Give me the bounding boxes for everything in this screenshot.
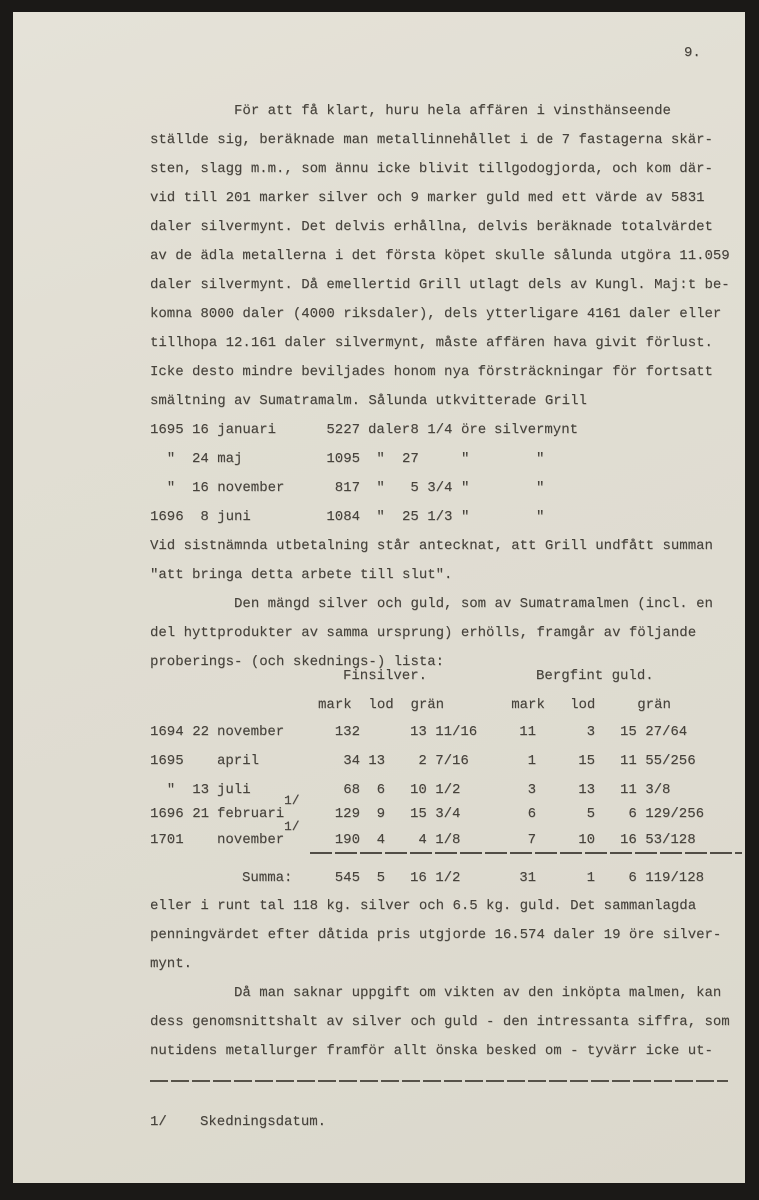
silver-mark: 190 — [334, 832, 360, 848]
payment-date: 16 januari — [192, 422, 277, 438]
assay-header-silver: Finsilver. — [343, 668, 428, 684]
text-line: komna 8000 daler (4000 riksdaler), dels ytterligare 4161 daler eller — [150, 306, 722, 322]
gold-lod: 5 — [586, 806, 595, 822]
gold-gran: 11 55/256 — [620, 753, 696, 769]
payment-unit-ore: " — [461, 509, 470, 525]
text-line: tillhopa 12.161 daler silvermynt, måste affären hava givit förlust. — [150, 335, 713, 351]
gold-gran: 15 27/64 — [620, 724, 688, 740]
silver-mark: 34 — [343, 753, 360, 769]
silver-lod: 6 — [376, 782, 385, 798]
footnote-ref-superscript: 1/ — [284, 819, 300, 834]
payment-unit-ore: öre — [461, 422, 487, 438]
footnote-separator-rule — [150, 1080, 728, 1082]
gold-mark: 6 — [527, 806, 536, 822]
payment-amount-ore: 27 — [402, 451, 419, 467]
text-line: dess genomsnittshalt av silver och guld - den intressanta siffra, som — [150, 1014, 730, 1030]
sum-silver-mark: 545 — [334, 870, 360, 886]
text-line: Den mängd silver och guld, som av Sumatramalmen (incl. en — [150, 596, 713, 612]
gold-mark: 1 — [527, 753, 536, 769]
payment-amount-ore: 5 3/4 — [402, 480, 453, 496]
assay-year: 1696 — [150, 806, 184, 822]
text-line: nutidens metallurger framför allt önska besked om - tyvärr icke ut- — [150, 1043, 713, 1059]
para-affair-overview — [150, 97, 730, 416]
assay-row — [150, 819, 730, 855]
silver-lod: 13 — [368, 753, 385, 769]
para-payment-note — [150, 532, 713, 590]
payment-unit-ore: " — [461, 451, 470, 467]
footnote-text: Skedningsdatum. — [200, 1114, 327, 1130]
assay-day: 13 — [192, 782, 209, 798]
payment-amount-ore: 8 1/4 — [402, 422, 453, 438]
payment-amount-daler: 1084 — [326, 509, 360, 525]
silver-lod: 9 — [376, 806, 385, 822]
para-average-content — [150, 979, 730, 1066]
payment-unit-ore: " — [461, 480, 470, 496]
assay-header-gold: Bergfint guld. — [536, 668, 654, 684]
assay-table — [150, 718, 730, 855]
assay-row — [150, 718, 730, 747]
text-line: av de ädla metallerna i det första köpet skulle sålunda utgöra 11.059 — [150, 248, 730, 264]
footnote-marker: 1/ — [150, 1114, 167, 1130]
assay-row — [150, 747, 730, 776]
silver-mark: 68 — [343, 782, 360, 798]
payment-row — [150, 503, 730, 532]
assay-day: 22 — [192, 724, 209, 740]
assay-month: april — [217, 753, 260, 769]
footnote-ref-superscript: 1/ — [284, 793, 300, 808]
gold-mark: 11 — [519, 724, 536, 740]
text-line: del hyttprodukter av samma ursprung) erhölls, framgår av följande — [150, 625, 697, 641]
payment-row — [150, 445, 730, 474]
document-page — [13, 12, 745, 1183]
sum-gold-gran: 6 119/128 — [620, 870, 705, 886]
payment-currency: " — [494, 451, 545, 467]
payment-date: 24 maj — [192, 451, 243, 467]
text-line: Icke desto mindre beviljades honom nya försträckningar för fortsatt — [150, 364, 713, 380]
gold-gran: 11 3/8 — [620, 782, 671, 798]
payment-unit-daler: " — [368, 509, 385, 525]
payment-year: " — [150, 451, 176, 467]
silver-gran: 10 1/2 — [410, 782, 461, 798]
payment-currency: silvermynt — [494, 422, 579, 438]
silver-mark: 132 — [334, 724, 360, 740]
text-line: mynt. — [150, 956, 193, 972]
assay-year: 1694 — [150, 724, 184, 740]
text-line: För att få klart, huru hela affären i vinsthänseende — [150, 103, 671, 119]
text-line: Då man saknar uppgift om vikten av den inköpta malmen, kan — [150, 985, 722, 1001]
payment-unit-daler: daler — [368, 422, 411, 438]
assay-month: juli — [217, 782, 251, 798]
sum-gold-mark: 31 — [519, 870, 536, 886]
assay-month: november — [217, 724, 285, 740]
text-line: ställde sig, beräknade man metallinnehållet i de 7 fastagerna skär- — [150, 132, 713, 148]
payment-row — [150, 416, 730, 445]
gold-gran: 16 53/128 — [620, 832, 696, 848]
payment-amount-daler: 5227 — [326, 422, 360, 438]
assay-day: 21 — [192, 806, 209, 822]
silver-gran: 13 11/16 — [410, 724, 478, 740]
page-number: 9. — [684, 45, 701, 61]
text-line: daler silvermynt. Det delvis erhållna, delvis beräknade totalvärdet — [150, 219, 713, 235]
payment-currency: " — [494, 480, 545, 496]
silver-gran: 15 3/4 — [410, 806, 461, 822]
payment-date: 8 juni — [192, 509, 251, 525]
payment-year: " — [150, 480, 176, 496]
gold-mark: 7 — [527, 832, 536, 848]
payments-list — [150, 416, 730, 532]
text-line: proberings- (och skednings-) lista: — [150, 654, 445, 670]
gold-lod: 10 — [578, 832, 595, 848]
text-line: "att bringa detta arbete till slut". — [150, 567, 453, 583]
payment-amount-ore: 25 1/3 — [402, 509, 453, 525]
text-line: penningvärdet efter dåtida pris utgjorde 16.574 daler 19 öre silver- — [150, 927, 722, 943]
gold-mark: 3 — [527, 782, 536, 798]
assay-sum-row — [150, 864, 730, 893]
sum-label: Summa: — [242, 870, 293, 886]
payment-unit-daler: " — [368, 451, 385, 467]
assay-row — [150, 793, 730, 829]
assay-sum-rule — [310, 852, 742, 854]
gold-gran: 6 129/256 — [620, 806, 705, 822]
payment-amount-daler: 1095 — [326, 451, 360, 467]
payment-year: 1696 — [150, 509, 184, 525]
text-line: eller i runt tal 118 kg. silver och 6.5 kg. guld. Det sammanlagda — [150, 898, 697, 914]
text-line: Vid sistnämnda utbetalning står antecknat, att Grill undfått summan — [150, 538, 713, 554]
sum-silver-lod: 5 — [376, 870, 385, 886]
silver-lod: 4 — [376, 832, 385, 848]
text-line: sten, slagg m.m., som ännu icke blivit tillgodogjorda, och kom där- — [150, 161, 713, 177]
assay-year: " — [150, 782, 176, 798]
payment-date: 16 november — [192, 480, 285, 496]
text-line: vid till 201 marker silver och 9 marker guld med ett värde av 5831 — [150, 190, 705, 206]
silver-gran: 2 7/16 — [410, 753, 469, 769]
silver-gran: 4 1/8 — [410, 832, 461, 848]
payment-year: 1695 — [150, 422, 184, 438]
assay-year: 1695 — [150, 753, 184, 769]
payment-unit-daler: " — [368, 480, 385, 496]
gold-lod: 3 — [586, 724, 595, 740]
silver-mark: 129 — [334, 806, 360, 822]
text-line: daler silvermynt. Då emellertid Grill utlagt dels av Kungl. Maj:t be- — [150, 277, 730, 293]
assay-month: februari — [217, 806, 285, 822]
gold-lod: 13 — [578, 782, 595, 798]
payment-row — [150, 474, 730, 503]
payment-currency: " — [494, 509, 545, 525]
assay-year: 1701 — [150, 832, 184, 848]
assay-table-header — [150, 662, 730, 691]
sum-silver-gran: 16 1/2 — [410, 870, 461, 886]
assay-month: november — [217, 832, 285, 848]
text-line: smältning av Sumatramalm. Sålunda utkvitterade Grill — [150, 393, 587, 409]
assay-table-subheader: mark lod grän mark lod grän — [150, 697, 671, 713]
para-total-value — [150, 892, 721, 979]
gold-lod: 15 — [578, 753, 595, 769]
sum-gold-lod: 1 — [586, 870, 595, 886]
payment-amount-daler: 817 — [334, 480, 360, 496]
